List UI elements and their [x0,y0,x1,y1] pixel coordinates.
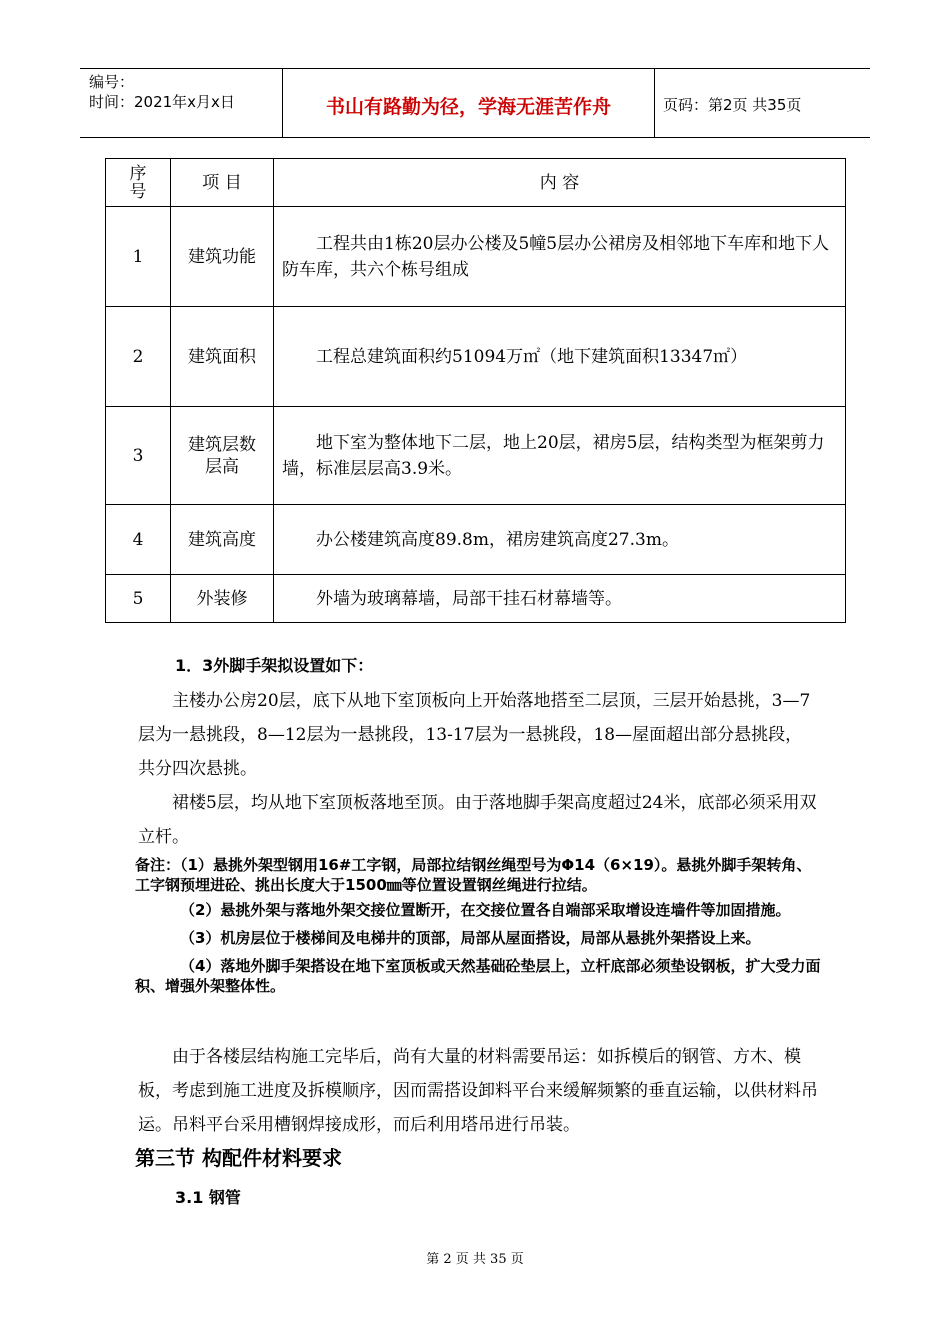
row-no: 3 [106,407,171,505]
header-left [80,69,283,137]
section-1-3-body [138,684,818,854]
row-content: 工程总建筑面积约51094万㎡（地下建筑面积13347㎡） [274,307,846,407]
page-header [80,68,870,138]
table-row [106,407,846,505]
row-content: 外墙为玻璃幕墙，局部干挂石材幕墙等。 [274,575,846,623]
paragraph-main-building: 主楼办公房20层，底下从地下室顶板向上开始落地搭至二层顶，三层开始悬挑，3—7层为一悬挑段，8—12层为一悬挑段，13-17层为一悬挑段，18—屋面超出部分悬挑段，共分四次悬挑。 [138,691,811,779]
notes-block [135,855,825,996]
note-2: （2）悬挑外架与落地外架交接位置断开，在交接位置各自端部采取增设连墙件等加固措施。 [180,901,791,919]
section-3-title: 第三节 构配件材料要求 [135,1146,342,1170]
col-header-content: 内 容 [274,159,846,207]
row-no: 4 [106,505,171,575]
time-label: 时间：2021年x月x日 [89,93,235,111]
table-row [106,505,846,575]
lifting-platform-paragraph: 由于各楼层结构施工完毕后，尚有大量的材料需要吊运：如拆模后的钢管、方木、模板，考虑到施工进度及拆模顺序，因而需搭设卸料平台来缓解频繁的垂直运输，以供材料吊运。吊料平台采用槽钢焊接成形，而后利用塔吊进行吊装。 [138,1047,818,1135]
note-3: （3）机房层位于楼梯间及电梯井的顶部，局部从屋面搭设，局部从悬挑外架搭设上来。 [180,929,761,947]
header-page-info: 页码：第2页 共35页 [663,95,802,114]
row-item: 建筑面积 [171,307,274,407]
row-item: 建筑层数层高 [171,407,274,505]
number-label: 编号： [89,73,135,91]
col-header-no: 序号 [106,159,171,207]
row-content: 地下室为整体地下二层，地上20层，裙房5层，结构类型为框架剪力墙，标准层层高3.9米。 [274,407,846,505]
paragraph-podium: 裙楼5层，均从地下室顶板落地至顶。由于落地脚手架高度超过24米，底部必须采用双立杆。 [138,793,817,847]
col-header-item: 项 目 [171,159,274,207]
row-no: 2 [106,307,171,407]
note-1: 备注：（1）悬挑外架型钢用16#工字钢，局部拉结钢丝绳型号为Φ14（6×19）。悬挑外脚手架转角、工字钢预埋进砼、挑出长度大于1500㎜等位置设置钢丝绳进行拉结。 [135,856,812,894]
table-row [106,307,846,407]
row-content: 工程共由1栋20层办公楼及5幢5层办公裙房及相邻地下车库和地下人防车库，共六个栋号组成 [274,207,846,307]
table-header-row [106,159,846,207]
row-no: 5 [106,575,171,623]
section-1-3-title: 1．3外脚手架拟设置如下： [175,656,374,675]
table-row [106,207,846,307]
note-4: （4）落地外脚手架搭设在地下室顶板或天然基础砼垫层上，立杆底部必须垫设钢板，扩大受力面积、增强外架整体性。 [135,957,821,995]
row-no: 1 [106,207,171,307]
row-item: 外装修 [171,575,274,623]
page-footer: 第 2 页 共 35 页 [426,1252,524,1267]
row-item: 建筑高度 [171,505,274,575]
section-3-1-title: 3.1 钢管 [175,1188,241,1207]
project-overview-table [105,158,846,623]
table-row [106,575,846,623]
row-item: 建筑功能 [171,207,274,307]
header-motto: 书山有路勤为径，学海无涯苦作舟 [283,69,655,137]
row-content: 办公楼建筑高度89.8m，裙房建筑高度27.3m。 [274,505,846,575]
